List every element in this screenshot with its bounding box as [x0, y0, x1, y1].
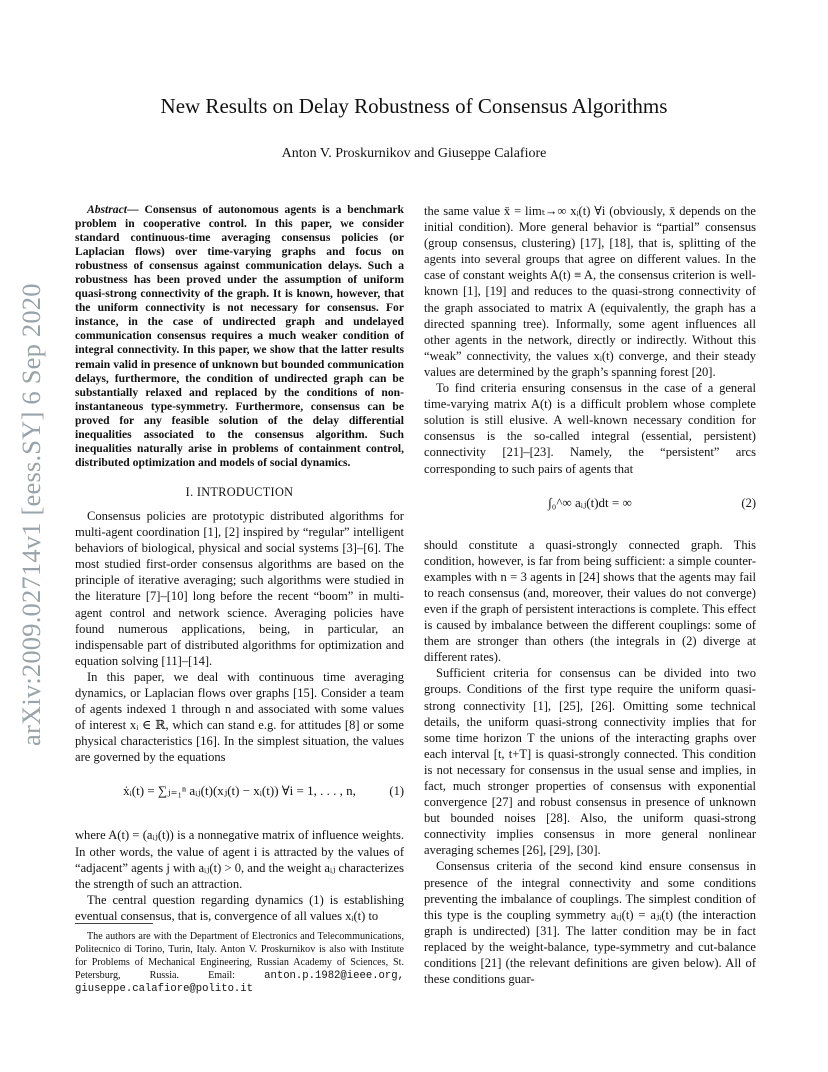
left-column: [75, 203, 404, 924]
arxiv-stamp: [10, 260, 50, 750]
paper-authors: Anton V. Proskurnikov and Giuseppe Calafiore: [281, 146, 547, 161]
paragraph: the same value x̄ = limₜ→∞ xᵢ(t) ∀i (obviously, x̄ depends on the initial condition). More general behavior is “partial” consensus (group consensus, clustering) [17], [18], that is, splitting of the agents into several groups that agree on different values. In the case of constant weights A(t) ≡ A, the consensus criterion is well-known [1], [19] and reduces to the quasi-strong connectivity of the graph associated to matrix A (equivalently, the graph has a directed spanning tree). Informally, some agent influences all other agents in the network, directly or indirectly. Without this “weak” connectivity, the values xᵢ(t) converge, and their steady values are determined by the graph’s spanning forest [20].: [424, 204, 756, 379]
footnote-text: The authors are with the Department of Electronics and Telecommunications, Politecnico di Torino, Turin, Italy. Anton V. Proskurnikov is also with Institute for Problems of Mechanical Engineering, Russian Academy of Sciences, St. Petersburg, Russia. Email:: [75, 931, 404, 981]
right-column: [424, 203, 756, 987]
abstract-text: — Consensus of autonomous agents is a benchmark problem in cooperative control. In this paper, we consider standard continuous-time averaging consensus policies (or Laplacian flows) over time-varying graphs and focus on robustness of consensus against communication delays. Such a robustness has been proved under the assumption of uniform quasi-strong connectivity of the graph. It is known, however, that the uniform connectivity is not necessary for consensus. For instance, in the case of undirected graph and undelayed communication consensus requires a much weaker condition of integral connectivity. In this paper, we show that the latter results remain valid in presence of unknown but bounded communication delays, furthermore, the condition of undirected graph can be substantially relaxed and replaced by the conditions of non-instantaneous type-symmetry. Furthermore, consensus can be proved for any feasible solution of the delay differential inequalities associated to the consensus algorithm. Such inequalities naturally arise in problems of containment control, distributed optimization and models of social dynamics.: [75, 203, 404, 469]
equation-body: ẋᵢ(t) = ∑ⱼ₌₁ⁿ aᵢⱼ(t)(xⱼ(t) − xᵢ(t)) ∀i = 1, . . . , n,: [123, 783, 356, 799]
paragraph: Sufficient criteria for consensus can be divided into two groups. Conditions of the first type require the uniform quasi-strong connectivity [1], [25], [26]. Omitting some technical details, the uniform quasi-strong connectivity implies that for some time horizon T the unions of the interacting graphs over each interval [t, t+T] is quasi-strongly connected. This condition is not necessary for consensus in the usual sense and implies, in fact, much stronger properties of consensus with exponential convergence [27] and robust consensus in presence of unknown but bounded noises [28]. Also, the uniform quasi-strong connectivity implies consensus in more general nonlinear averaging schemes [26], [29], [30].: [424, 666, 756, 858]
equation-number: (2): [741, 495, 756, 510]
paragraph: The central question regarding dynamics (1) is establishing eventual consensus, that is, convergence of all values xᵢ(t) to: [75, 892, 404, 923]
paragraph: Consensus policies are prototypic distributed algorithms for multi-agent coordination [1], [2] inspired by “regular” intelligent behaviors of biological, physical and social systems [3]–[6]. The most studied first-order consensus algorithms are based on the principle of iterative averaging; such algorithms were studied in the literature [7]–[10] long before the recent “boom” in multi-agent control and network science. Averaging policies have found numerous applications, being, in particular, an indispensable part of distributed algorithms for optimization and equation solving [11]–[14].: [75, 508, 404, 668]
equation-number: (1): [389, 784, 404, 799]
footnote-emails: anton.p.1982@ieee.org, giuseppe.calafiore@polito.it: [75, 969, 404, 995]
arxiv-id: arXiv:2009.02714v1 [eess.SY] 6 Sep 2020: [16, 283, 46, 746]
footnote: [75, 931, 404, 996]
paragraph: To find criteria ensuring consensus in the case of a general time-varying matrix A(t) is a difficult problem whose complete solution is still elusive. A well-known necessary condition for consensus is the so-called integral (essential, persistent) connectivity [21]–[23]. Namely, the “persistent” arcs corresponding to such pairs of agents that: [424, 381, 756, 476]
paragraph: Consensus criteria of the second kind ensure consensus in presence of the integral connectivity and some conditions preventing the imbalance of couplings. The simplest condition of this type is the coupling symmetry aᵢⱼ(t) = aⱼᵢ(t) (the interaction graph is undirected) [31]. The latter condition may be in fact replaced by the weight-balance, type-symmetry and cut-balance conditions [21] (the relevant definitions are given below). All of these conditions guar-: [424, 859, 756, 987]
equation-1: [75, 769, 404, 823]
abstract-label: Abstract: [87, 203, 127, 216]
paragraph: should constitute a quasi-strongly connected graph. This condition, however, is far from being sufficient: a simple counter-examples with n = 3 agents in [24] shows that the agents may fail to reach consensus (and, moreover, their values do not converge) even if the graph of persistent interactions is complete. This effect is caused by imbalance between the different couplings: some of them are stronger than others (the integrals in (2) diverge at different rates).: [424, 537, 756, 665]
section-heading-introduction: I. INTRODUCTION: [185, 484, 294, 499]
paper-title: New Results on Delay Robustness of Consensus Algorithms: [160, 94, 668, 118]
paragraph: where A(t) = (aᵢⱼ(t)) is a nonnegative matrix of influence weights. In other words, the value of agent i is attracted by the values of “adjacent” agents j with aᵢⱼ(t) > 0, and the weight aᵢⱼ characterizes the strength of such an attraction.: [75, 828, 404, 891]
equation-body: ∫₀^∞ aᵢⱼ(t)dt = ∞: [548, 494, 632, 510]
equation-2: [424, 481, 756, 533]
abstract: [75, 203, 404, 470]
footnote-rule: [75, 923, 153, 924]
paragraph: In this paper, we deal with continuous time averaging dynamics, or Laplacian flows over graphs [15]. Consider a team of agents indexed 1 through n and associated with some values of interest xᵢ ∈ ℝ, which can stand e.g. for attitudes [8] or some physical characteristics [16]. In the simplest situation, the values are governed by the equations: [75, 669, 404, 765]
